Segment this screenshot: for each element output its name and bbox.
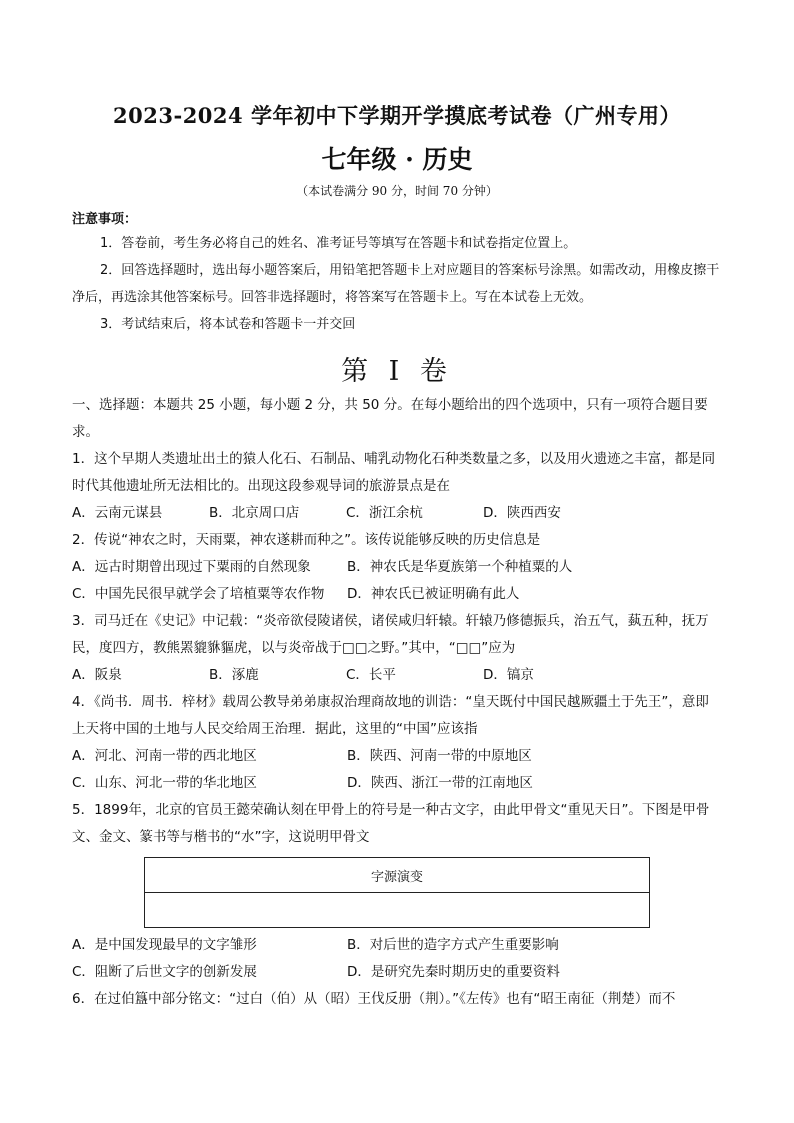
option-c: C．长平	[346, 667, 396, 683]
option-a: A．云南元谋县	[72, 505, 163, 521]
option-b: B．陕西、河南一带的中原地区	[347, 748, 532, 764]
question-stem: 5．1899年，北京的官员王懿荣确认刻在甲骨上的符号是一种古文字，由此甲骨文“重见天日”。下图是甲骨文、金文、篆书等与楷书的“水”字，这说明甲骨文	[72, 802, 710, 845]
question-stem: 1．这个早期人类遗址出土的猿人化石、石制品、哺乳动物化石种类数量之多，以及用火遗迹之丰富，都是同时代其他遗址所无法相比的。出现这段参观导词的旅游景点是在	[72, 451, 716, 494]
question-options	[72, 959, 722, 986]
option-b: B．神农氏是华夏族第一个种植粟的人	[347, 559, 573, 575]
question-options	[72, 932, 722, 959]
question-stem: 4．《尚书．周书．梓材》载周公教导弟弟康叔治理商故地的训诰：“皇天既付中国民越厥疆土于先王”，意即上天将中国的土地与人民交给周王治理．据此，这里的“中国”应该指	[72, 694, 709, 737]
question-stem: 3．司马迁在《史记》中记载：“炎帝欲侵陵诸侯，诸侯咸归轩辕。轩辕乃修德振兵，治五气，蓺五种，抚万民，度四方，教熊罴貔貅貙虎，以与炎帝战于□□之野。”其中，“□□”应为	[72, 613, 709, 656]
section-instruction: 一、选择题：本题共 25 小题，每小题 2 分，共 50 分。在每小题给出的四个选项中，只有一项符合题目要求。	[72, 397, 708, 440]
option-a: A．远古时期曾出现过下粟雨的自然现象	[72, 559, 311, 575]
option-d: D．神农氏已被证明确有此人	[347, 586, 520, 602]
option-d: D．是研究先秦时期历史的重要资料	[347, 964, 560, 980]
section-title: 第 I 卷	[341, 356, 453, 387]
option-c: C．浙江余杭	[346, 505, 423, 521]
question-options	[72, 770, 722, 797]
notice-item: 1．答卷前，考生务必将自己的姓名、准考证号等填写在答题卡和试卷指定位置上。	[100, 236, 577, 251]
question-stem: 2．传说“神农之时，天雨粟，神农遂耕而种之”。该传说能够反映的历史信息是	[72, 532, 541, 548]
question-options	[72, 743, 722, 770]
option-a: A．河北、河南一带的西北地区	[72, 748, 257, 764]
option-b: B．北京周口店	[209, 505, 300, 521]
notice-item: 3．考试结束后，将本试卷和答题卡一并交回	[100, 317, 356, 332]
option-d: D．陕西、浙江一带的江南地区	[347, 775, 533, 791]
question-options	[72, 500, 722, 527]
question-stem: 6．在过伯簋中部分铭文：“过白（伯）从（昭）王伐反册（荆）。”《左传》也有“昭王南征（荆楚）而不	[72, 991, 676, 1007]
exam-subtitle: 七年级 · 历史	[321, 145, 473, 174]
option-c: C．中国先民很早就学会了培植粟等农作物	[72, 586, 325, 602]
option-a: A．是中国发现最早的文字雏形	[72, 937, 257, 953]
option-d: D．镐京	[483, 667, 534, 683]
option-c: C．阻断了后世文字的创新发展	[72, 964, 257, 980]
figure-image-cell	[145, 893, 650, 928]
notice-item: 2．回答选择题时，选出每小题答案后，用铅笔把答题卡上对应题目的答案标号涂黑。如需改动，用橡皮擦干净后，再选涂其他答案标号。回答非选择题时，将答案写在答题卡上。写在本试卷上无效。	[72, 263, 720, 305]
question-options	[72, 581, 722, 608]
option-b: B．对后世的造字方式产生重要影响	[347, 937, 559, 953]
option-c: C．山东、河北一带的华北地区	[72, 775, 257, 791]
exam-title: 2023-2024 学年初中下学期开学摸底考试卷（广州专用）	[113, 103, 681, 128]
option-d: D．陕西西安	[483, 505, 561, 521]
option-b: B．涿鹿	[209, 667, 259, 683]
option-a: A．阪泉	[72, 667, 122, 683]
notice-heading: 注意事项：	[72, 212, 138, 227]
question-options	[72, 662, 722, 689]
exam-note: （本试卷满分 90 分，时间 70 分钟）	[296, 184, 498, 198]
figure-label: 字源演变	[145, 858, 650, 893]
question-options	[72, 554, 722, 581]
character-evolution-table	[144, 857, 650, 928]
exam-page	[72, 100, 722, 1013]
